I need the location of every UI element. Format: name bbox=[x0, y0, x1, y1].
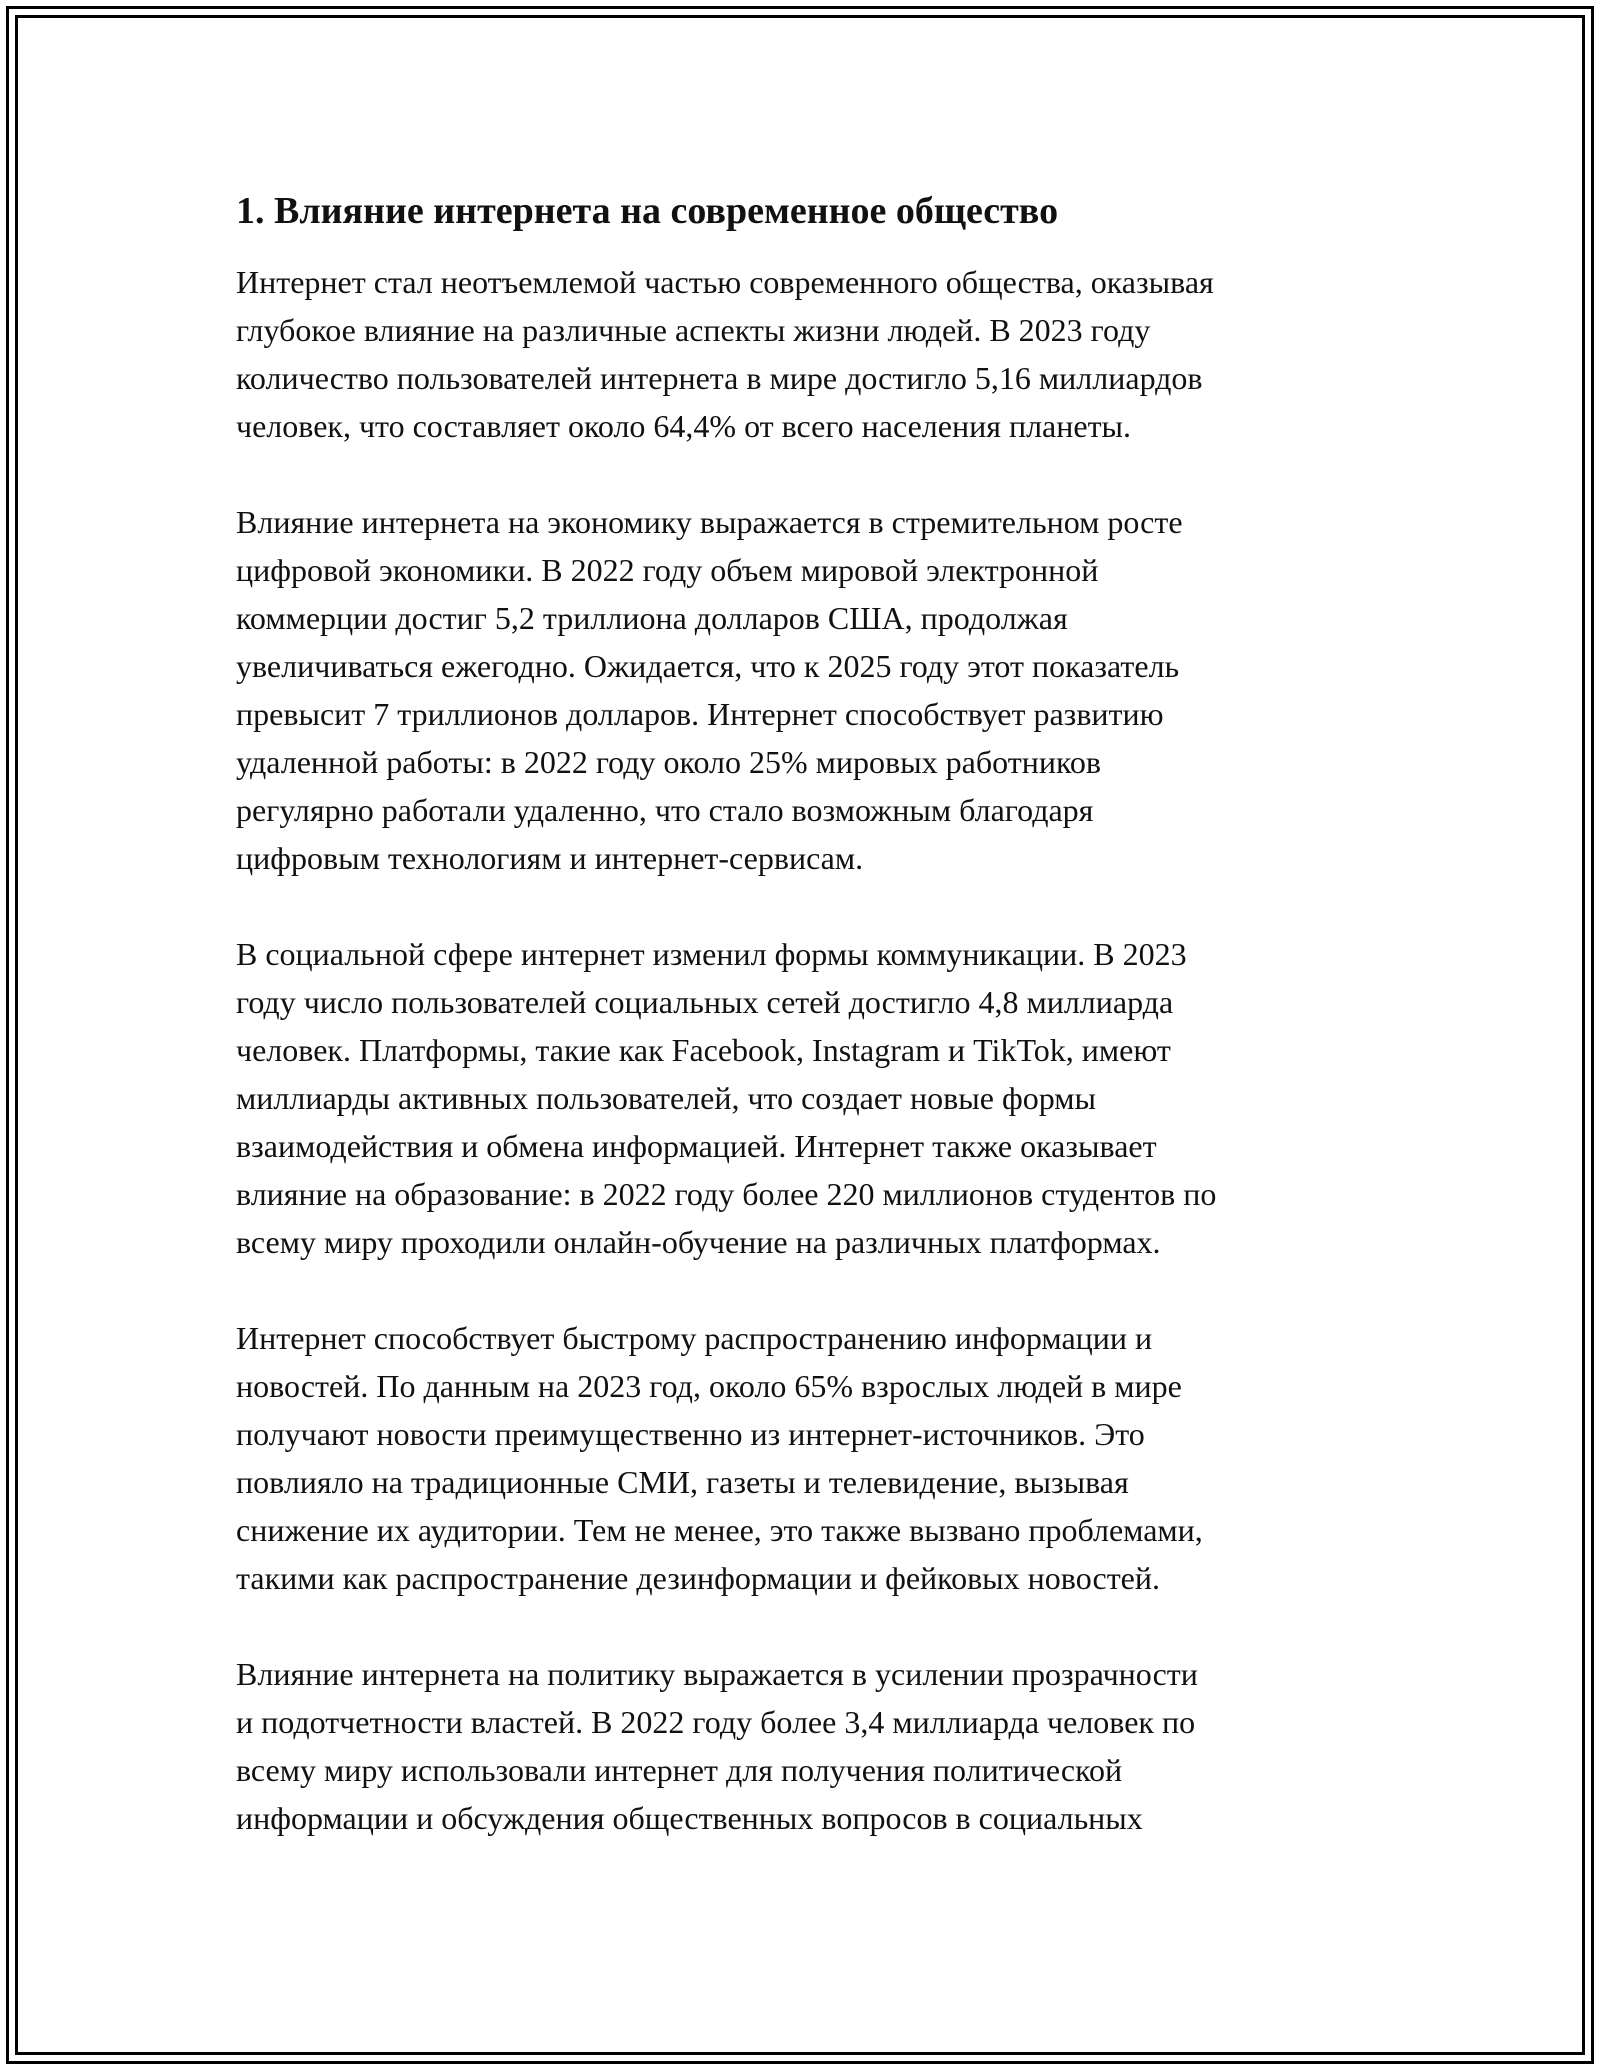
text-line: такими как распространение дезинформации и фейковых новостей. bbox=[236, 1560, 1160, 1596]
text-line: всему миру использовали интернет для получения политической bbox=[236, 1752, 1123, 1788]
text-line: снижение их аудитории. Тем не менее, это также вызвано проблемами, bbox=[236, 1512, 1203, 1548]
text-line: взаимодействия и обмена информацией. Интернет также оказывает bbox=[236, 1128, 1157, 1164]
text-line: цифровым технологиям и интернет-сервисам. bbox=[236, 840, 864, 876]
text-line: миллиарды активных пользователей, что создает новые формы bbox=[236, 1080, 1096, 1116]
text-line: человек, что составляет около 64,4% от всего населения планеты. bbox=[236, 408, 1132, 444]
text-line: превысит 7 триллионов долларов. Интернет способствует развитию bbox=[236, 696, 1164, 732]
text-line: году число пользователей социальных сетей достигло 4,8 миллиарда bbox=[236, 984, 1174, 1020]
text-line: получают новости преимущественно из интернет-источников. Это bbox=[236, 1416, 1145, 1452]
text-line: коммерции достиг 5,2 триллиона долларов США, продолжая bbox=[236, 600, 1068, 636]
paragraph-list bbox=[236, 258, 1386, 1842]
text-line: человек. Платформы, такие как Facebook, Instagram и TikTok, имеют bbox=[236, 1032, 1171, 1068]
body-paragraph bbox=[236, 258, 1386, 450]
text-line: Влияние интернета на политику выражается в усилении прозрачности bbox=[236, 1656, 1198, 1692]
text-line: всему миру проходили онлайн-обучение на различных платформах. bbox=[236, 1224, 1161, 1260]
text-line: повлияло на традиционные СМИ, газеты и телевидение, вызывая bbox=[236, 1464, 1129, 1500]
text-line: количество пользователей интернета в мире достигло 5,16 миллиардов bbox=[236, 360, 1203, 396]
body-paragraph bbox=[236, 1314, 1386, 1602]
text-line: Интернет способствует быстрому распространению информации и bbox=[236, 1320, 1153, 1356]
text-line: Влияние интернета на экономику выражается в стремительном росте bbox=[236, 504, 1183, 540]
text-line: влияние на образование: в 2022 году более 220 миллионов студентов по bbox=[236, 1176, 1217, 1212]
text-line: информации и обсуждения общественных вопросов в социальных bbox=[236, 1800, 1143, 1836]
body-paragraph bbox=[236, 930, 1386, 1266]
text-line: и подотчетности властей. В 2022 году более 3,4 миллиарда человек по bbox=[236, 1704, 1196, 1740]
text-line: регулярно работали удаленно, что стало возможным благодаря bbox=[236, 792, 1094, 828]
text-line: В социальной сфере интернет изменил формы коммуникации. В 2023 bbox=[236, 936, 1187, 972]
text-line: новостей. По данным на 2023 год, около 65% взрослых людей в мире bbox=[236, 1368, 1182, 1404]
text-line: Интернет стал неотъемлемой частью современного общества, оказывая bbox=[236, 264, 1214, 300]
text-line: цифровой экономики. В 2022 году объем мировой электронной bbox=[236, 552, 1099, 588]
body-paragraph bbox=[236, 1650, 1386, 1842]
document-body bbox=[236, 186, 1386, 1890]
body-paragraph bbox=[236, 498, 1386, 882]
section-heading: 1. Влияние интернета на современное общество bbox=[236, 190, 1059, 232]
text-line: удаленной работы: в 2022 году около 25% мировых работников bbox=[236, 744, 1101, 780]
text-line: увеличиваться ежегодно. Ожидается, что к 2025 году этот показатель bbox=[236, 648, 1180, 684]
text-line: глубокое влияние на различные аспекты жизни людей. В 2023 году bbox=[236, 312, 1151, 348]
